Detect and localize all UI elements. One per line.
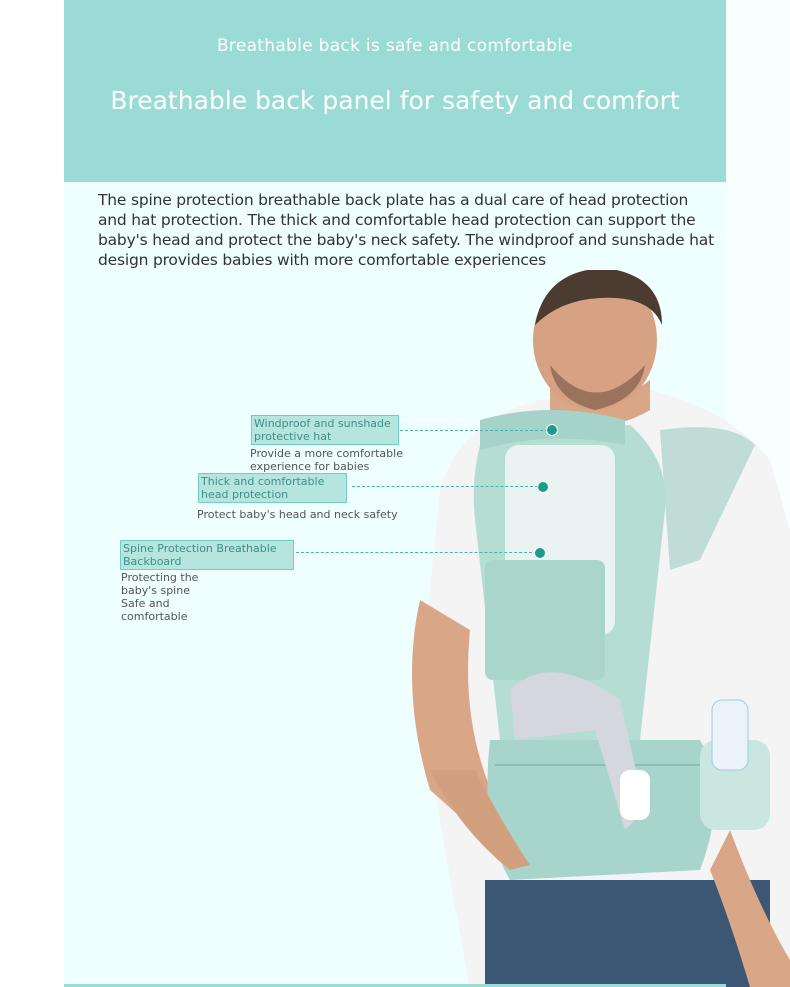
baby-bottle — [712, 700, 748, 770]
callout-spine-leader-line — [296, 552, 532, 553]
banner-subtitle: Breathable back is safe and comfortable — [216, 36, 574, 56]
callout-spine-desc-1: Protecting the baby's spine — [121, 571, 199, 597]
callout-head-title: Thick and comfortable head protection — [198, 473, 347, 503]
callout-spine-marker — [534, 547, 546, 559]
callout-hat-title: Windproof and sunshade protective hat — [251, 415, 399, 445]
product-description: The spine protection breathable back plate has a dual care of head protection and hat protection. The thick and comfortable head protection can support the baby's head and protect the baby's neck safety. The windproof and sunshade hat design provides babies with more comfortable experiences — [98, 191, 714, 269]
carrier-pocket — [485, 560, 605, 680]
callout-head-marker — [537, 481, 549, 493]
callout-hat-desc: Provide a more comfortable experience for babies — [250, 447, 403, 473]
product-hero-image — [400, 270, 790, 987]
callout-hat-leader-line — [400, 430, 548, 431]
callout-spine-desc-2: Safe and comfortable — [121, 597, 188, 623]
callout-head-desc: Protect baby's head and neck safety — [197, 508, 398, 521]
left-margin — [0, 0, 64, 987]
callout-spine-title: Spine Protection Breathable Backboard — [120, 540, 294, 570]
callout-head-leader-line — [352, 486, 538, 487]
banner-title: Breathable back panel for safety and comfort — [110, 86, 680, 115]
callout-hat-marker — [546, 424, 558, 436]
baby-sock — [620, 770, 650, 820]
header-banner — [64, 0, 726, 182]
